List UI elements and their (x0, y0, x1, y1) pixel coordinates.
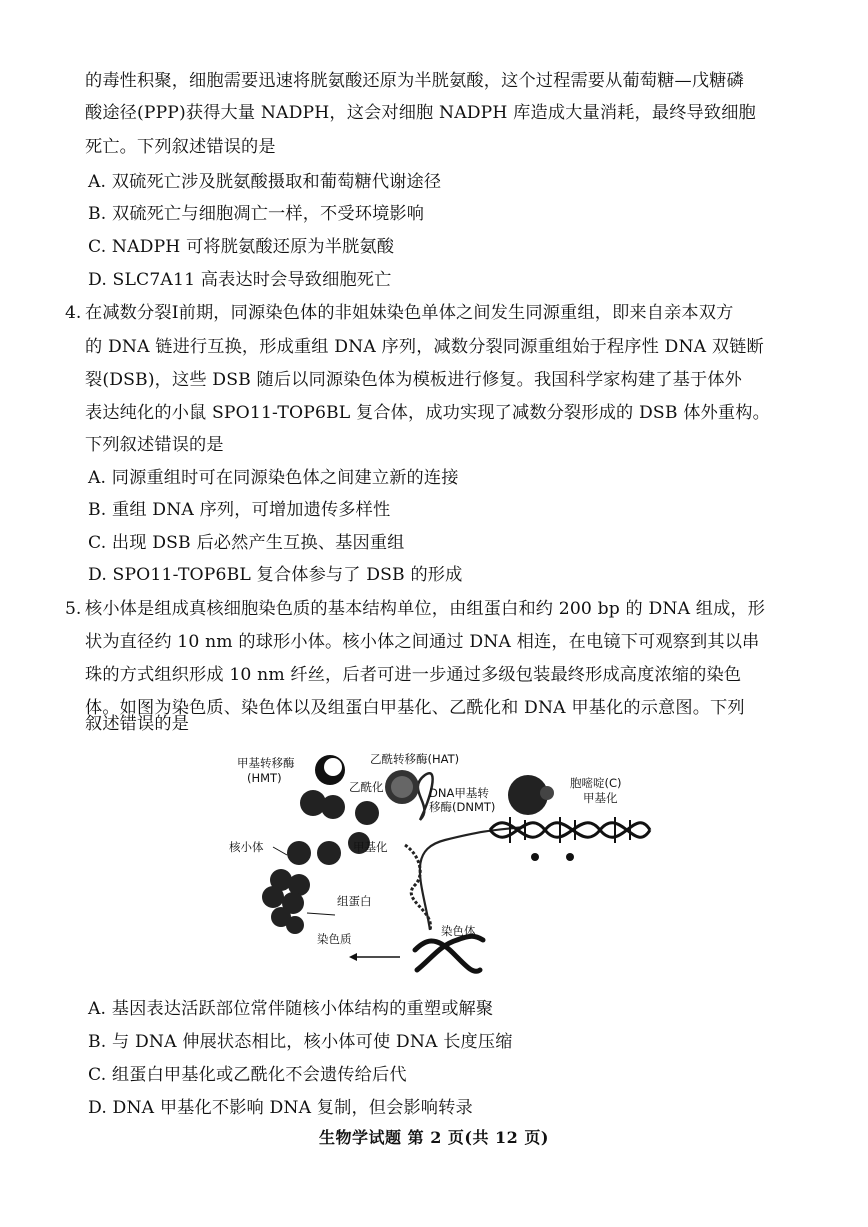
q3-option-a[interactable]: A. 双硫死亡涉及胱氨酸摄取和葡萄糖代谢途径 (88, 172, 442, 192)
q3-stem-line-1: 的毒性积聚，细胞需要迅速将胱氨酸还原为半胱氨酸，这个过程需要从葡萄糖—戊糖磷 (85, 71, 744, 91)
q3-option-c[interactable]: C. NADPH 可将胱氨酸还原为半胱氨酸 (88, 237, 395, 257)
q5-option-b[interactable]: B. 与 DNA 伸展状态相比，核小体可使 DNA 长度压缩 (88, 1032, 513, 1052)
label-histone: 组蛋白 (337, 894, 372, 908)
nucleosome (355, 801, 379, 825)
arrow-head (349, 953, 357, 961)
q4-stem-line-4: 表达纯化的小鼠 SPO11-TOP6BL 复合体，成功实现了减数分裂形成的 DSB 体外重构。 (85, 403, 770, 423)
q5-stem-line-2: 状为直径约 10 nm 的球形小体。核小体之间通过 DNA 相连，在电镜下可观察到其以串 (85, 632, 760, 652)
q5-option-a[interactable]: A. 基因表达活跃部位常伴随核小体结构的重塑或解聚 (88, 999, 494, 1019)
hat-enzyme-core (391, 776, 413, 798)
label-hmt-1: 甲基转移酶 (237, 756, 295, 770)
q3-option-d[interactable]: D. SLC7A11 高表达时会导致细胞死亡 (88, 270, 392, 290)
chromatin-diagram (225, 745, 665, 990)
q4-stem-line-2: 的 DNA 链进行互换，形成重组 DNA 序列，减数分裂同源重组始于程序性 DNA 双链断 (85, 337, 764, 357)
q4-stem-line-3: 裂(DSB)，这些 DSB 随后以同源染色体为模板进行修复。我国科学家构建了基于体外 (85, 370, 743, 390)
q5-stem-line-1: 核小体是组成真核细胞染色质的基本结构单位，由组蛋白和约 200 bp 的 DNA 组成，形 (85, 599, 766, 619)
label-cytosine-1: 胞嘧啶(C) (570, 776, 622, 790)
q5-number: 5. (65, 599, 82, 619)
label-hmt-2: (HMT) (247, 771, 282, 785)
label-acetylation: 乙酰化 (349, 780, 384, 794)
label-dnmt-1: DNA甲基转 (429, 786, 489, 800)
label-chromosome: 染色体 (441, 924, 476, 938)
nucleosome (287, 841, 311, 865)
histone-pointer (307, 913, 335, 915)
nucleosome-pointer (273, 847, 287, 855)
q4-number: 4. (65, 303, 82, 323)
q5-stem-line-5: 叙述错误的是 (85, 714, 190, 734)
dnmt-enzyme-part (540, 786, 554, 800)
q4-stem-line-1: 在减数分裂Ⅰ前期，同源染色体的非姐妹染色单体之间发生同源重组，即来自亲本双方 (85, 303, 734, 323)
histone-cluster (286, 916, 304, 934)
q5-stem-line-3: 珠的方式组织形成 10 nm 纤丝，后者可进一步通过多级包装最终形成高度浓缩的染色 (85, 665, 742, 685)
label-hat: 乙酰转移酶(HAT) (370, 752, 460, 766)
hmt-enzyme-highlight (324, 758, 342, 776)
label-chromatin: 染色质 (317, 932, 352, 946)
q4-stem-line-5: 下列叙述错误的是 (85, 435, 224, 455)
q3-option-b[interactable]: B. 双硫死亡与细胞凋亡一样，不受环境影响 (88, 204, 425, 224)
label-methylation: 甲基化 (353, 840, 388, 854)
nucleosome (321, 795, 345, 819)
histone-cluster (262, 886, 284, 908)
q4-option-b[interactable]: B. 重组 DNA 序列，可增加遗传多样性 (88, 500, 391, 520)
label-cytosine-2: 甲基化 (583, 791, 618, 805)
dna-helix-strand-2 (490, 823, 650, 837)
q3-stem-line-3: 死亡。下列叙述错误的是 (85, 137, 276, 157)
nucleosome (317, 841, 341, 865)
label-nucleosome: 核小体 (229, 840, 264, 854)
q5-option-c[interactable]: C. 组蛋白甲基化或乙酰化不会遗传给后代 (88, 1065, 407, 1085)
label-dnmt-2: 移酶(DNMT) (429, 800, 496, 814)
page-footer: 生物学试题 第 2 页(共 12 页) (319, 1128, 549, 1147)
q4-option-d[interactable]: D. SPO11-TOP6BL 复合体参与了 DSB 的形成 (88, 565, 463, 585)
q5-stem-line-4: 体。如图为染色质、染色体以及组蛋白甲基化、乙酰化和 DNA 甲基化的示意图。下列 (85, 698, 745, 718)
q4-option-c[interactable]: C. 出现 DSB 后必然产生互换、基因重组 (88, 533, 405, 553)
q3-stem-line-2: 酸途径(PPP)获得大量 NADPH，这会对细胞 NADPH 库造成大量消耗，最终导致细胞 (85, 103, 756, 123)
q4-option-a[interactable]: A. 同源重组时可在同源染色体之间建立新的连接 (88, 468, 459, 488)
methyl-groups (531, 853, 574, 861)
q5-option-d[interactable]: D. DNA 甲基化不影响 DNA 复制，但会影响转录 (88, 1098, 473, 1118)
